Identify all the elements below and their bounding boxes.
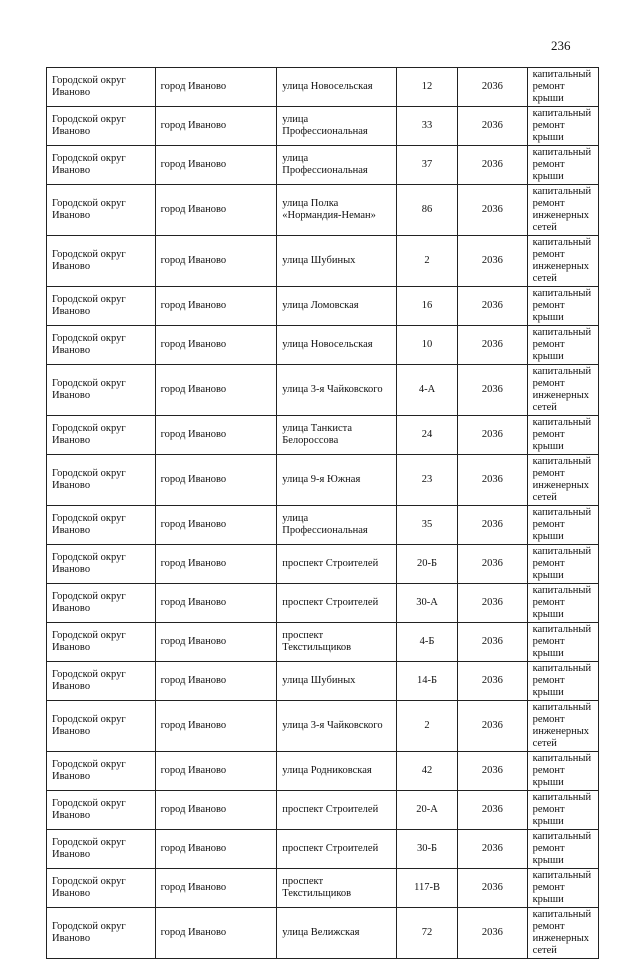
street-cell: улица Родниковская	[277, 752, 397, 791]
city-cell: город Иваново	[155, 545, 277, 584]
street-cell: улица 3-я Чайковского	[277, 365, 397, 416]
table-body	[47, 68, 599, 959]
city-cell: город Иваново	[155, 908, 277, 959]
street-cell: улица Новосельская	[277, 326, 397, 365]
district-cell: Городской округ Иваново	[47, 107, 156, 146]
work-type-cell: капитальный ремонт крыши	[527, 146, 598, 185]
city-cell: город Иваново	[155, 791, 277, 830]
district-cell: Городской округ Иваново	[47, 791, 156, 830]
year-cell: 2036	[458, 584, 527, 623]
street-cell: проспект Строителей	[277, 830, 397, 869]
year-cell: 2036	[458, 455, 527, 506]
table-row	[47, 365, 599, 416]
city-cell: город Иваново	[155, 326, 277, 365]
district-cell: Городской округ Иваново	[47, 455, 156, 506]
work-type-cell: капитальный ремонт крыши	[527, 791, 598, 830]
house-cell: 72	[396, 908, 457, 959]
city-cell: город Иваново	[155, 107, 277, 146]
city-cell: город Иваново	[155, 752, 277, 791]
house-cell: 30-А	[396, 584, 457, 623]
year-cell: 2036	[458, 107, 527, 146]
work-type-cell: капитальный ремонт инженерных сетей	[527, 455, 598, 506]
district-cell: Городской округ Иваново	[47, 623, 156, 662]
table-row	[47, 830, 599, 869]
city-cell: город Иваново	[155, 506, 277, 545]
district-cell: Городской округ Иваново	[47, 236, 156, 287]
house-cell: 23	[396, 455, 457, 506]
work-type-cell: капитальный ремонт инженерных сетей	[527, 365, 598, 416]
city-cell: город Иваново	[155, 185, 277, 236]
house-cell: 86	[396, 185, 457, 236]
work-type-cell: капитальный ремонт крыши	[527, 545, 598, 584]
year-cell: 2036	[458, 752, 527, 791]
table-row	[47, 869, 599, 908]
house-cell: 16	[396, 287, 457, 326]
table-row	[47, 701, 599, 752]
year-cell: 2036	[458, 545, 527, 584]
city-cell: город Иваново	[155, 68, 277, 107]
street-cell: улица Профессиональная	[277, 146, 397, 185]
house-cell: 4-Б	[396, 623, 457, 662]
city-cell: город Иваново	[155, 365, 277, 416]
street-cell: улица Танкиста Белороссова	[277, 416, 397, 455]
house-cell: 2	[396, 701, 457, 752]
street-cell: улица Новосельская	[277, 68, 397, 107]
year-cell: 2036	[458, 701, 527, 752]
year-cell: 2036	[458, 662, 527, 701]
house-cell: 117-В	[396, 869, 457, 908]
work-type-cell: капитальный ремонт крыши	[527, 416, 598, 455]
city-cell: город Иваново	[155, 662, 277, 701]
house-cell: 37	[396, 146, 457, 185]
table-row	[47, 185, 599, 236]
year-cell: 2036	[458, 416, 527, 455]
table-row	[47, 326, 599, 365]
city-cell: город Иваново	[155, 869, 277, 908]
table-row	[47, 584, 599, 623]
table-row	[47, 146, 599, 185]
district-cell: Городской округ Иваново	[47, 416, 156, 455]
street-cell: улица Ломовская	[277, 287, 397, 326]
house-cell: 10	[396, 326, 457, 365]
house-cell: 2	[396, 236, 457, 287]
work-type-cell: капитальный ремонт крыши	[527, 869, 598, 908]
district-cell: Городской округ Иваново	[47, 287, 156, 326]
work-type-cell: капитальный ремонт инженерных сетей	[527, 185, 598, 236]
work-type-cell: капитальный ремонт крыши	[527, 107, 598, 146]
house-cell: 42	[396, 752, 457, 791]
house-cell: 14-Б	[396, 662, 457, 701]
house-cell: 12	[396, 68, 457, 107]
district-cell: Городской округ Иваново	[47, 830, 156, 869]
district-cell: Городской округ Иваново	[47, 506, 156, 545]
work-type-cell: капитальный ремонт крыши	[527, 830, 598, 869]
district-cell: Городской округ Иваново	[47, 869, 156, 908]
repair-schedule-table	[46, 67, 599, 959]
table-row	[47, 791, 599, 830]
table-row	[47, 287, 599, 326]
table-row	[47, 107, 599, 146]
city-cell: город Иваново	[155, 830, 277, 869]
year-cell: 2036	[458, 185, 527, 236]
street-cell: проспект Строителей	[277, 545, 397, 584]
district-cell: Городской округ Иваново	[47, 662, 156, 701]
district-cell: Городской округ Иваново	[47, 68, 156, 107]
city-cell: город Иваново	[155, 416, 277, 455]
table-row	[47, 455, 599, 506]
table-row	[47, 623, 599, 662]
work-type-cell: капитальный ремонт крыши	[527, 662, 598, 701]
street-cell: проспект Текстильщиков	[277, 623, 397, 662]
house-cell: 4-А	[396, 365, 457, 416]
table-row	[47, 545, 599, 584]
street-cell: улица Профессиональная	[277, 107, 397, 146]
city-cell: город Иваново	[155, 623, 277, 662]
year-cell: 2036	[458, 791, 527, 830]
table-row	[47, 752, 599, 791]
year-cell: 2036	[458, 869, 527, 908]
year-cell: 2036	[458, 908, 527, 959]
district-cell: Городской округ Иваново	[47, 752, 156, 791]
city-cell: город Иваново	[155, 455, 277, 506]
year-cell: 2036	[458, 326, 527, 365]
street-cell: проспект Строителей	[277, 791, 397, 830]
district-cell: Городской округ Иваново	[47, 701, 156, 752]
table-row	[47, 416, 599, 455]
house-cell: 35	[396, 506, 457, 545]
house-cell: 24	[396, 416, 457, 455]
work-type-cell: капитальный ремонт крыши	[527, 287, 598, 326]
work-type-cell: капитальный ремонт крыши	[527, 326, 598, 365]
district-cell: Городской округ Иваново	[47, 908, 156, 959]
street-cell: проспект Текстильщиков	[277, 869, 397, 908]
work-type-cell: капитальный ремонт крыши	[527, 623, 598, 662]
table-row	[47, 908, 599, 959]
work-type-cell: капитальный ремонт инженерных сетей	[527, 908, 598, 959]
page-number: 236	[551, 38, 571, 53]
district-cell: Городской округ Иваново	[47, 365, 156, 416]
street-cell: улица 9-я Южная	[277, 455, 397, 506]
district-cell: Городской округ Иваново	[47, 326, 156, 365]
house-cell: 33	[396, 107, 457, 146]
work-type-cell: капитальный ремонт крыши	[527, 584, 598, 623]
year-cell: 2036	[458, 506, 527, 545]
year-cell: 2036	[458, 287, 527, 326]
work-type-cell: капитальный ремонт крыши	[527, 506, 598, 545]
work-type-cell: капитальный ремонт инженерных сетей	[527, 701, 598, 752]
house-cell: 30-Б	[396, 830, 457, 869]
year-cell: 2036	[458, 623, 527, 662]
street-cell: улица Профессиональная	[277, 506, 397, 545]
work-type-cell: капитальный ремонт крыши	[527, 752, 598, 791]
table-row	[47, 662, 599, 701]
year-cell: 2036	[458, 365, 527, 416]
city-cell: город Иваново	[155, 236, 277, 287]
table-row	[47, 236, 599, 287]
street-cell: улица Велижская	[277, 908, 397, 959]
street-cell: улица Шубиных	[277, 662, 397, 701]
city-cell: город Иваново	[155, 584, 277, 623]
district-cell: Городской округ Иваново	[47, 146, 156, 185]
year-cell: 2036	[458, 68, 527, 107]
street-cell: улица 3-я Чайковского	[277, 701, 397, 752]
street-cell: проспект Строителей	[277, 584, 397, 623]
district-cell: Городской округ Иваново	[47, 545, 156, 584]
house-cell: 20-А	[396, 791, 457, 830]
work-type-cell: капитальный ремонт крыши	[527, 68, 598, 107]
street-cell: улица Шубиных	[277, 236, 397, 287]
city-cell: город Иваново	[155, 146, 277, 185]
city-cell: город Иваново	[155, 701, 277, 752]
year-cell: 2036	[458, 830, 527, 869]
street-cell: улица Полка «Нормандия-Неман»	[277, 185, 397, 236]
year-cell: 2036	[458, 146, 527, 185]
work-type-cell: капитальный ремонт инженерных сетей	[527, 236, 598, 287]
district-cell: Городской округ Иваново	[47, 185, 156, 236]
year-cell: 2036	[458, 236, 527, 287]
table-row	[47, 68, 599, 107]
city-cell: город Иваново	[155, 287, 277, 326]
table-row	[47, 506, 599, 545]
house-cell: 20-Б	[396, 545, 457, 584]
district-cell: Городской округ Иваново	[47, 584, 156, 623]
